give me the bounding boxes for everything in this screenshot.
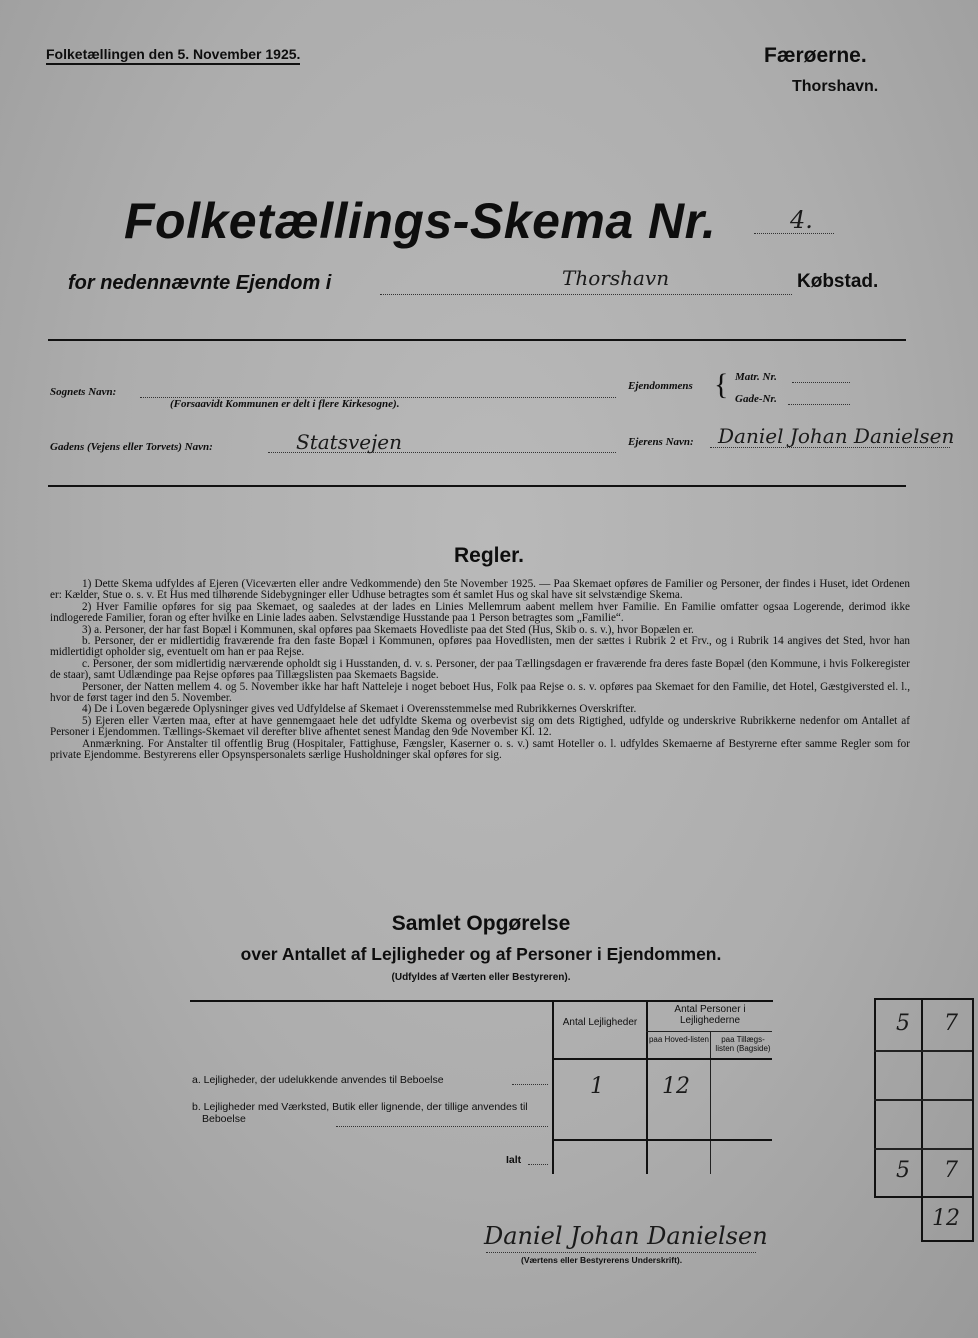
table-subheader-rule (646, 1031, 772, 1032)
owner-value: Daniel Johan Danielsen (718, 424, 955, 448)
side-box-rule (874, 1148, 972, 1150)
total-label: Ialt (506, 1154, 522, 1166)
summary-note: (Udfyldes af Værten eller Bestyreren). (391, 972, 571, 983)
rule-paragraph: 4) De i Loven begærede Oplysninger gives ved Udfyldelse af Skemaet i Overensstemmelse med Rubrikkernes Overskrifter. (82, 703, 637, 716)
side-box (874, 998, 974, 1198)
side-box-extra-value: 12 (932, 1206, 960, 1231)
col-main-list: paa Hoved-listen (648, 1035, 710, 1044)
signature: Daniel Johan Danielsen (484, 1222, 768, 1250)
property-city-line (380, 294, 792, 295)
kobstad-label: Købstad. (797, 271, 879, 292)
side-box-rule (874, 1050, 972, 1052)
table-top-rule (190, 1000, 773, 1002)
property-id-label: Ejendommens (628, 380, 693, 392)
col-persons: Antal Personer i Lejlighederne (674, 1004, 746, 1026)
census-date-header: Folketællingen den 5. November 1925. (46, 46, 300, 65)
property-label: for nedennævnte Ejendom i (68, 272, 332, 294)
form-number: 4. (790, 206, 813, 234)
row-a-main: 12 (662, 1074, 690, 1099)
side-box-divider (921, 998, 923, 1196)
divider-top (48, 339, 906, 341)
signature-line (486, 1252, 756, 1253)
rule-paragraph: Anmærkning. For Anstalter til offentlig Brug (Hospitaler, Fattighuse, Fængsler, Kaserner o. s. v.) samt Hoteller o. l. udfyldes Skemaerne af Bestyrerne efter samme Regler som for private Ejendomme. Bestyrerens eller Opsynspersonalets særlige Husholdninger skal opføres for sig. (50, 737, 910, 762)
divider-fields (48, 485, 906, 487)
total-dots (528, 1164, 548, 1165)
parish-label: Sognets Navn: (50, 386, 117, 398)
rule-paragraph: 2) Hver Familie opføres for sig paa Skemaet, og saaledes at der lades en Linies Mellemrum aabent mellem hver Familie. En Familie omfatter ogsaa Logerende, derimod ikke indlogerede Familier, foran og efter hvilke en Linie lades aaben. Selvstændige Husstande paa 1 Person betragtes som „Familie“. (50, 600, 910, 625)
gade-line (788, 404, 850, 405)
region-header: Færøerne. (764, 44, 867, 67)
property-city-value: Thorshavn (562, 266, 670, 290)
summary-title: Samlet Opgørelse (391, 912, 571, 935)
gade-label: Gade-Nr. (735, 393, 777, 405)
side-box-value: 5 (896, 1158, 910, 1183)
brace: { (714, 368, 729, 401)
owner-label: Ejerens Navn: (628, 436, 694, 448)
rule-paragraph: b. Personer, der er midlertidig fraværende fra den faste Bopæl i Kommunen, opføres paa Hovedlisten, men der sættes i Rubrik 2 et Frv., og i Rubrik 14 angives det Sted, hvor han midlertidigt opholder sig, eventuelt om han er paa Rejse. (50, 635, 910, 659)
street-value: Statsvejen (296, 430, 403, 454)
col-supplement: paa Tillægs-listen (Bagside) (715, 1035, 771, 1053)
row-a-dots (512, 1084, 548, 1085)
table-col-line (710, 1032, 711, 1174)
street-label: Gadens (Vejens eller Torvets) Navn: (50, 441, 213, 453)
side-box-value: 7 (944, 1158, 958, 1183)
table-header-rule (552, 1058, 772, 1060)
col-apartments: Antal Lejligheder (562, 1017, 638, 1028)
summary-subtitle: over Antallet af Lejligheder og af Personer i Ejendommen. (240, 944, 722, 964)
rules-text (50, 579, 910, 762)
table-col-line (646, 1000, 648, 1174)
rule-paragraph: 3) a. Personer, der har fast Bopæl i Kommunen, skal opføres paa Skemaets Hovedliste paa det Sted (Hus, Skib o. s. v.), hvor Bopælen er. (82, 623, 694, 636)
row-a-apartments: 1 (590, 1074, 604, 1099)
row-a-label: a. Lejligheder, der udelukkende anvendes til Beboelse (192, 1074, 444, 1086)
city-header: Thorshavn. (792, 78, 879, 95)
side-box-value: 5 (896, 1011, 910, 1036)
signature-caption: (Værtens eller Bestyrerens Underskrift). (521, 1255, 683, 1265)
table-total-rule (552, 1139, 772, 1141)
rule-paragraph: 1) Dette Skema udfyldes af Ejeren (Viceværten eller andre Vedkommende) den 5te November 1925. — Paa Skemaet opføres de Familier og Personer, der findes i Huset, idet Ordenen er: Kælder, Stue o. s. v. Et Hus med tilhørende Sidebygninger eller Udhuse betragtes som ét samlet Hus og skal have sit selvstændige Skema. (50, 578, 910, 602)
row-b-dots (336, 1126, 548, 1127)
table-col-line (552, 1000, 554, 1174)
side-box-rule (874, 1099, 972, 1101)
form-title: Folketællings-Skema Nr. (124, 193, 717, 249)
parish-note: (Forsaavidt Kommunen er delt i flere Kirkesogne). (170, 398, 400, 410)
side-box-value: 7 (944, 1011, 958, 1036)
rule-paragraph: Personer, der Natten mellem 4. og 5. November ikke har haft Natteleje i noget beboet Hus, Folk paa Rejse o. s. v. opføres paa Skemaet for den Familie, det Hotel, Gæstgiversted el. l., hvor de først tager ind den 5. November. (50, 680, 910, 705)
rules-title: Regler. (453, 544, 525, 567)
rule-paragraph: 5) Ejeren eller Værten maa, efter at have gennemgaaet hele det udfyldte Skema og overbevist sig om dets Rigtighed, udfylde og underskrive Rubrikkerne nedenfor om Antallet af Personer i Ejendommen. Tællings-Skemaet vil derefter blive afhentet senest Mandag den 9de November Kl. 12. (50, 714, 910, 739)
row-b-label: b. Lejligheder med Værksted, Butik eller lignende, der tillige anvendes til Beboelse (192, 1101, 528, 1125)
matr-line (792, 382, 850, 383)
matr-label: Matr. Nr. (735, 371, 777, 383)
rule-paragraph: c. Personer, der som midlertidig nærværende opholdt sig i Husstanden, d. v. s. Personer, der paa Tællingsdagen er fraværende fra deres faste Bopæl (den Kommune, i hvis Folkeregister de staar), samt Udlændinge paa Rejse opføres paa Tillægslisten paa Skemaets Bagside. (50, 657, 910, 682)
